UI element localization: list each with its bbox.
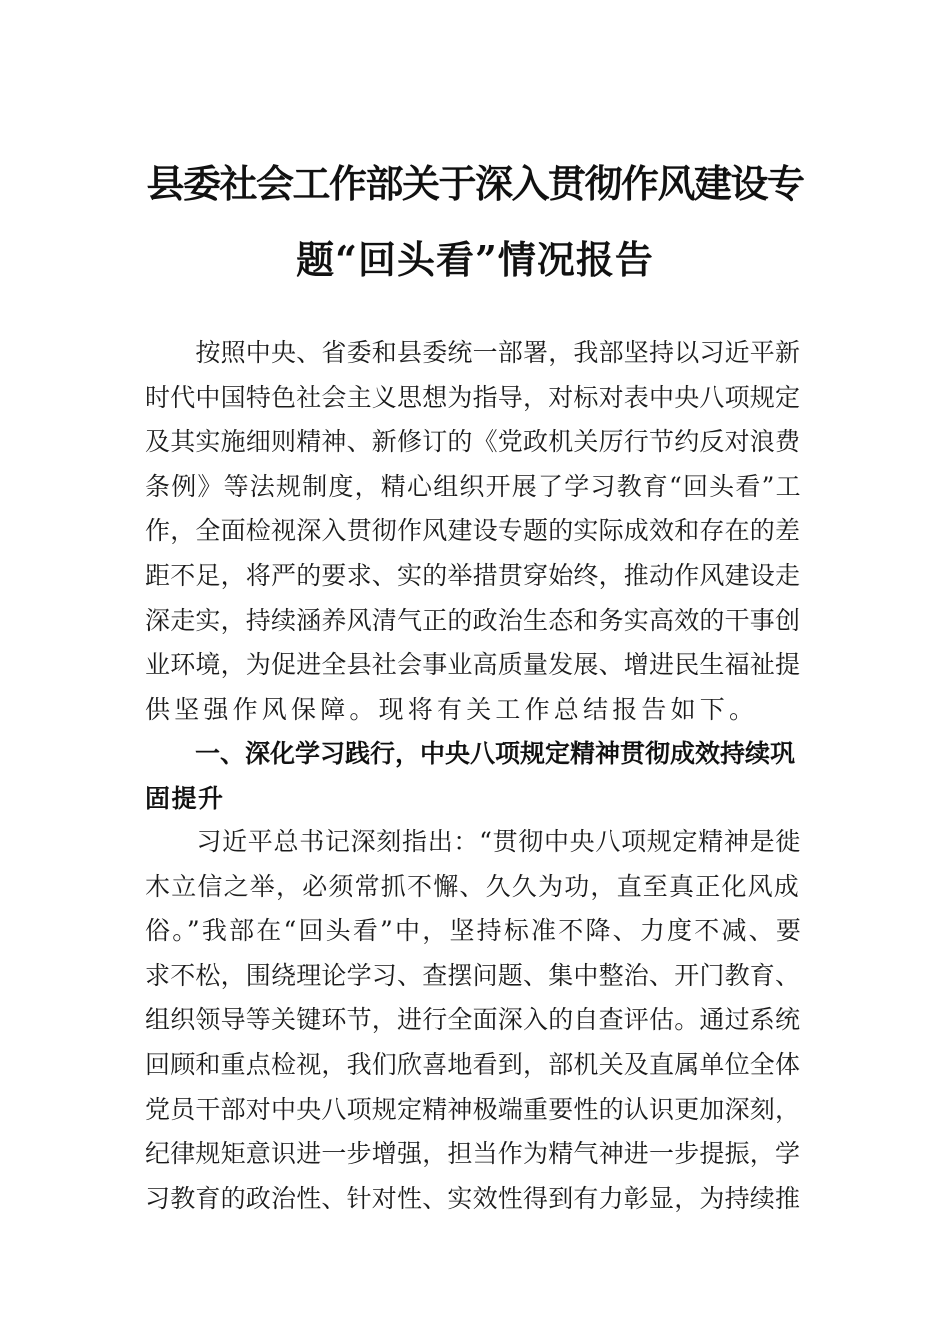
paragraph-line: 纪律规矩意识进一步增强，担当作为精气神进一步提振，学	[145, 1139, 801, 1169]
paragraph-line: 作，全面检视深入贯彻作风建设专题的实际成效和存在的差	[145, 516, 801, 546]
paragraph-line: 条例》等法规制度，精心组织开展了学习教育“回头看”工	[145, 471, 802, 501]
paragraph-line: 木立信之举，必须常抓不懈、久久为功，直至真正化风成	[145, 871, 801, 901]
paragraph-line: 供坚强作风保障。现将有关工作总结报告如下。	[145, 694, 759, 724]
paragraph-line: 距不足，将严的要求、实的举措贯穿始终，推动作风建设走	[145, 560, 801, 590]
paragraph-line: 业环境，为促进全县社会事业高质量发展、增进民生福祉提	[145, 650, 801, 680]
paragraph-line: 按照中央、省委和县委统一部署，我部坚持以习近平新	[145, 338, 801, 367]
paragraph-line: 习近平总书记深刻指出：“贯彻中央八项规定精神是徙	[145, 827, 801, 856]
heading-line: 一、深化学习践行，中央八项规定精神贯彻成效持续巩	[145, 739, 796, 768]
document-title	[145, 146, 805, 298]
intro-paragraph	[145, 331, 807, 732]
heading-line: 固提升	[145, 783, 225, 813]
paragraph-line: 回顾和重点检视，我们欣喜地看到，部机关及直属单位全体	[145, 1049, 801, 1079]
paragraph-line: 求不松，围绕理论学习、查摆问题、集中整治、开门教育、	[145, 960, 801, 990]
title-line: 县委社会工作部关于深入贯彻作风建设专	[146, 161, 804, 206]
paragraph-line: 习教育的政治性、针对性、实效性得到有力彰显，为持续推	[145, 1183, 801, 1213]
paragraph-line: 深走实，持续涵养风清气正的政治生态和务实高效的干事创	[145, 605, 801, 635]
paragraph-line: 党员干部对中央八项规定精神极端重要性的认识更加深刻，	[145, 1094, 801, 1124]
section-1-paragraph	[145, 820, 807, 1221]
paragraph-line: 俗。”我部在“回头看”中，坚持标准不降、力度不减、要	[145, 916, 804, 946]
paragraph-line: 及其实施细则精神、新修订的《党政机关厉行节约反对浪费	[145, 427, 801, 457]
section-heading-1	[145, 732, 807, 821]
paragraph-line: 时代中国特色社会主义思想为指导，对标对表中央八项规定	[145, 382, 801, 412]
paragraph-line: 组织领导等关键环节，进行全面深入的自查评估。通过系统	[145, 1005, 801, 1035]
title-line: 题“回头看”情况报告	[296, 237, 654, 282]
